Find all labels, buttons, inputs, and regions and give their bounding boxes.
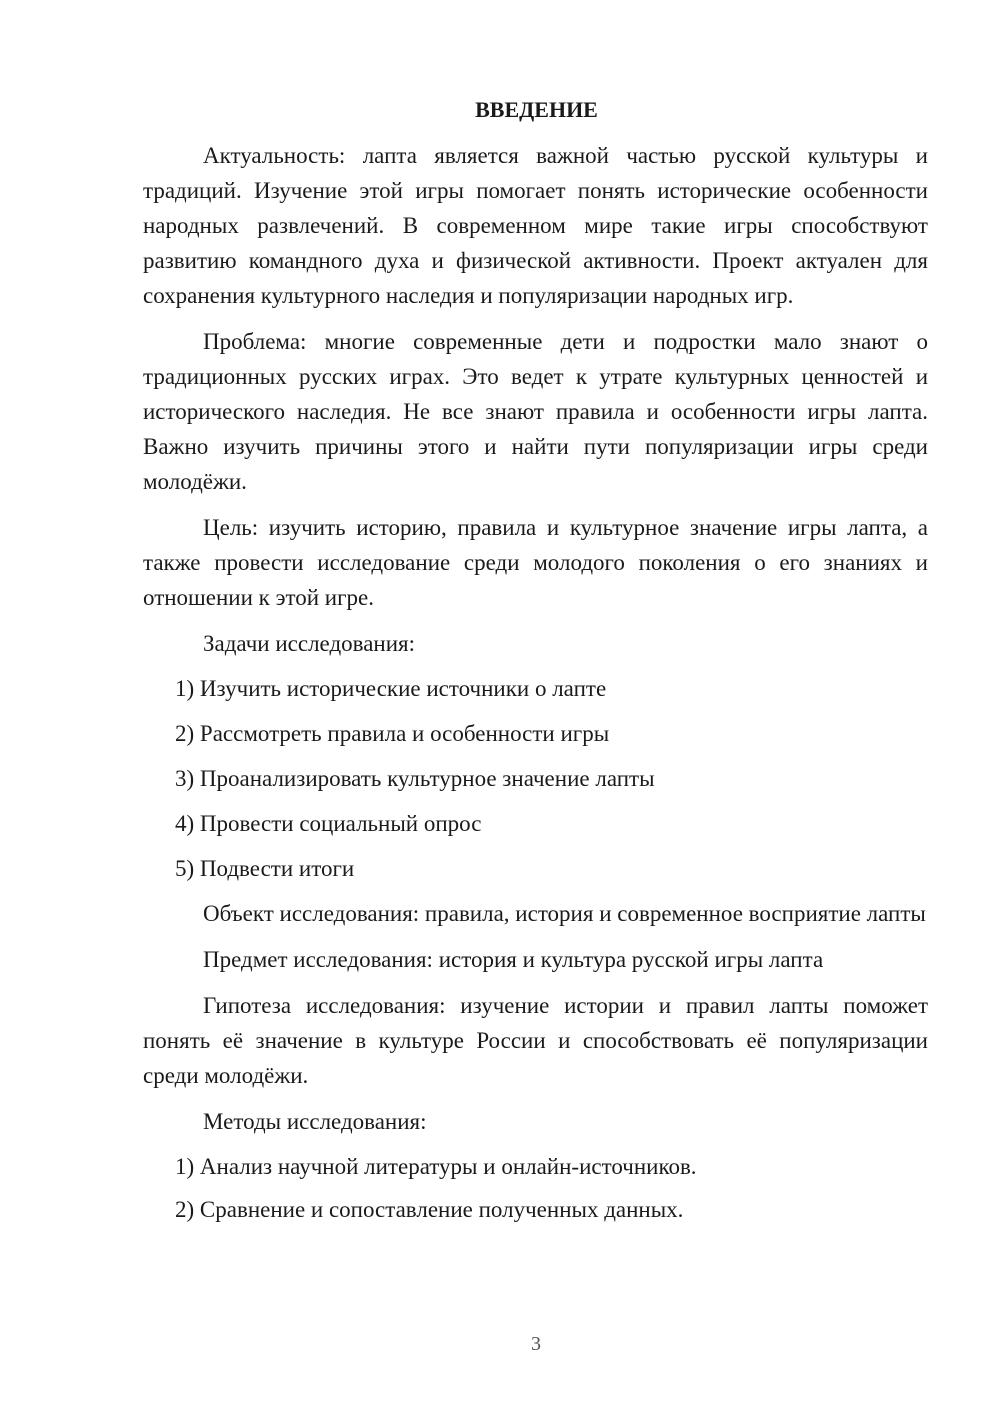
- page-number: 3: [531, 1333, 541, 1355]
- method-item: 1) Анализ научной литературы и онлайн-источников.: [175, 1154, 697, 1179]
- task-item: 5) Подвести итоги: [175, 856, 355, 881]
- task-item: 3) Проанализировать культурное значение лапты: [175, 766, 655, 791]
- relevance-paragraph: Актуальность: лапта является важной частью русской культуры и традиций. Изучение этой игры помогает понять исторические особенности народных развлечений. В современном мире такие игры способствуют развитию командного духа и физической активности. Проект актуален для сохранения культурного наследия и популяризации народных игр.: [143, 143, 928, 308]
- task-item: 1) Изучить исторические источники о лапте: [175, 676, 607, 701]
- hypothesis-paragraph: Гипотеза исследования: изучение истории и правил лапты поможет понять её значение в культуре России и способствовать её популяризации среди молодёжи.: [143, 993, 928, 1088]
- document-page: [143, 95, 928, 1235]
- methods-heading: Методы исследования:: [203, 1109, 427, 1134]
- task-item: 2) Рассмотреть правила и особенности игры: [175, 721, 610, 746]
- tasks-heading: Задачи исследования:: [203, 631, 416, 656]
- section-title: ВВЕДЕНИЕ: [475, 97, 598, 122]
- method-item: 2) Сравнение и сопоставление полученных данных.: [175, 1197, 684, 1222]
- task-item: 4) Провести социальный опрос: [175, 811, 482, 836]
- object-paragraph: Объект исследования: правила, история и современное восприятие лапты: [203, 901, 926, 926]
- problem-paragraph: Проблема: многие современные дети и подростки мало знают о традиционных русских играх. Это ведет к утрате культурных ценностей и исторического наследия. Не все знают правила и особенности игры лапта. Важно изучить причины этого и найти пути популяризации игры среди молодёжи.: [143, 329, 928, 494]
- goal-paragraph: Цель: изучить историю, правила и культурное значение игры лапта, а также провести исследование среди молодого поколения о его знаниях и отношении к этой игре.: [143, 515, 928, 610]
- subject-paragraph: Предмет исследования: история и культура русской игры лапта: [203, 947, 824, 972]
- methods-list: [143, 1149, 928, 1227]
- tasks-list: [143, 671, 928, 886]
